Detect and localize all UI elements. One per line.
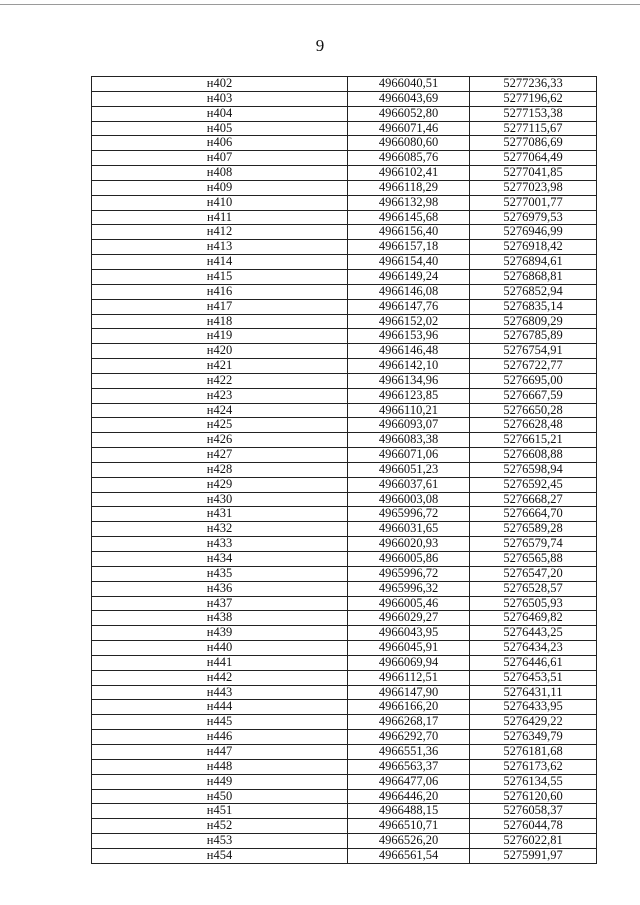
table-row [92,180,597,195]
table-row [92,507,597,522]
table-row [92,819,597,834]
y-coordinate-cell: 5276173,62 [470,759,597,774]
point-name-cell: н406 [92,136,348,151]
table-row [92,284,597,299]
table-row [92,91,597,106]
x-coordinate-cell: 4966043,95 [348,626,470,641]
table-row [92,106,597,121]
point-name-cell: н424 [92,403,348,418]
x-coordinate-cell: 4966005,46 [348,596,470,611]
x-coordinate-cell: 4966093,07 [348,418,470,433]
point-name-cell: н453 [92,834,348,849]
table-row [92,744,597,759]
y-coordinate-cell: 5276134,55 [470,774,597,789]
x-coordinate-cell: 4966147,90 [348,685,470,700]
table-row [92,255,597,270]
x-coordinate-cell: 4966085,76 [348,151,470,166]
y-coordinate-cell: 5276431,11 [470,685,597,700]
y-coordinate-cell: 5276120,60 [470,789,597,804]
point-name-cell: н412 [92,225,348,240]
point-name-cell: н429 [92,477,348,492]
point-name-cell: н433 [92,537,348,552]
point-name-cell: н446 [92,730,348,745]
point-name-cell: н404 [92,106,348,121]
y-coordinate-cell: 5276615,21 [470,433,597,448]
y-coordinate-cell: 5276443,25 [470,626,597,641]
y-coordinate-cell: 5276469,82 [470,611,597,626]
x-coordinate-cell: 4966040,51 [348,77,470,92]
x-coordinate-cell: 4966292,70 [348,730,470,745]
y-coordinate-cell: 5276628,48 [470,418,597,433]
y-coordinate-cell: 5276022,81 [470,834,597,849]
table-row [92,403,597,418]
y-coordinate-cell: 5276894,61 [470,255,597,270]
point-name-cell: н443 [92,685,348,700]
x-coordinate-cell: 4966446,20 [348,789,470,804]
table-row [92,611,597,626]
point-name-cell: н418 [92,314,348,329]
y-coordinate-cell: 5276868,81 [470,269,597,284]
coordinates-table-body [92,77,597,864]
x-coordinate-cell: 4966156,40 [348,225,470,240]
x-coordinate-cell: 4966146,08 [348,284,470,299]
point-name-cell: н445 [92,715,348,730]
y-coordinate-cell: 5275991,97 [470,848,597,863]
x-coordinate-cell: 4966037,61 [348,477,470,492]
x-coordinate-cell: 4966118,29 [348,180,470,195]
x-coordinate-cell: 4966043,69 [348,91,470,106]
point-name-cell: н416 [92,284,348,299]
point-name-cell: н448 [92,759,348,774]
x-coordinate-cell: 4965996,72 [348,507,470,522]
table-row [92,477,597,492]
x-coordinate-cell: 4966145,68 [348,210,470,225]
x-coordinate-cell: 4966071,46 [348,121,470,136]
x-coordinate-cell: 4966051,23 [348,462,470,477]
table-row [92,418,597,433]
x-coordinate-cell: 4966052,80 [348,106,470,121]
y-coordinate-cell: 5277064,49 [470,151,597,166]
x-coordinate-cell: 4966154,40 [348,255,470,270]
y-coordinate-cell: 5277115,67 [470,121,597,136]
table-row [92,77,597,92]
x-coordinate-cell: 4966003,08 [348,492,470,507]
table-row [92,269,597,284]
table-row [92,730,597,745]
point-name-cell: н408 [92,166,348,181]
table-row [92,299,597,314]
point-name-cell: н417 [92,299,348,314]
x-coordinate-cell: 4966488,15 [348,804,470,819]
x-coordinate-cell: 4966153,96 [348,329,470,344]
point-name-cell: н450 [92,789,348,804]
table-row [92,700,597,715]
y-coordinate-cell: 5276979,53 [470,210,597,225]
table-row [92,834,597,849]
x-coordinate-cell: 4966069,94 [348,655,470,670]
y-coordinate-cell: 5276433,95 [470,700,597,715]
point-name-cell: н403 [92,91,348,106]
x-coordinate-cell: 4966146,48 [348,344,470,359]
table-row [92,329,597,344]
y-coordinate-cell: 5276349,79 [470,730,597,745]
point-name-cell: н425 [92,418,348,433]
point-name-cell: н420 [92,344,348,359]
table-row [92,195,597,210]
x-coordinate-cell: 4966147,76 [348,299,470,314]
table-row [92,359,597,374]
x-coordinate-cell: 4966551,36 [348,744,470,759]
y-coordinate-cell: 5276579,74 [470,537,597,552]
point-name-cell: н435 [92,566,348,581]
table-row [92,596,597,611]
x-coordinate-cell: 4966031,65 [348,522,470,537]
x-coordinate-cell: 4966142,10 [348,359,470,374]
point-name-cell: н419 [92,329,348,344]
y-coordinate-cell: 5276589,28 [470,522,597,537]
table-row [92,626,597,641]
table-row [92,210,597,225]
table-row [92,522,597,537]
y-coordinate-cell: 5276429,22 [470,715,597,730]
x-coordinate-cell: 4966561,54 [348,848,470,863]
x-coordinate-cell: 4966477,06 [348,774,470,789]
point-name-cell: н407 [92,151,348,166]
y-coordinate-cell: 5276608,88 [470,448,597,463]
y-coordinate-cell: 5276918,42 [470,240,597,255]
point-name-cell: н422 [92,373,348,388]
x-coordinate-cell: 4966102,41 [348,166,470,181]
point-name-cell: н434 [92,552,348,567]
table-row [92,166,597,181]
x-coordinate-cell: 4966112,51 [348,670,470,685]
table-row [92,566,597,581]
point-name-cell: н430 [92,492,348,507]
y-coordinate-cell: 5277153,38 [470,106,597,121]
point-name-cell: н405 [92,121,348,136]
point-name-cell: н437 [92,596,348,611]
table-row [92,774,597,789]
point-name-cell: н428 [92,462,348,477]
point-name-cell: н409 [92,180,348,195]
table-row [92,641,597,656]
x-coordinate-cell: 4966166,20 [348,700,470,715]
point-name-cell: н440 [92,641,348,656]
point-name-cell: н439 [92,626,348,641]
point-name-cell: н451 [92,804,348,819]
top-border-line [0,4,640,5]
x-coordinate-cell: 4966149,24 [348,269,470,284]
table-row [92,462,597,477]
y-coordinate-cell: 5276667,59 [470,388,597,403]
point-name-cell: н402 [92,77,348,92]
point-name-cell: н452 [92,819,348,834]
x-coordinate-cell: 4966029,27 [348,611,470,626]
y-coordinate-cell: 5276695,00 [470,373,597,388]
x-coordinate-cell: 4966071,06 [348,448,470,463]
x-coordinate-cell: 4966123,85 [348,388,470,403]
table-row [92,655,597,670]
y-coordinate-cell: 5277023,98 [470,180,597,195]
coordinates-table [91,76,597,864]
point-name-cell: н415 [92,269,348,284]
table-row [92,804,597,819]
table-row [92,581,597,596]
x-coordinate-cell: 4965996,32 [348,581,470,596]
x-coordinate-cell: 4965996,72 [348,566,470,581]
point-name-cell: н449 [92,774,348,789]
table-row [92,225,597,240]
table-row [92,685,597,700]
point-name-cell: н432 [92,522,348,537]
table-row [92,388,597,403]
y-coordinate-cell: 5276181,68 [470,744,597,759]
point-name-cell: н447 [92,744,348,759]
x-coordinate-cell: 4966083,38 [348,433,470,448]
point-name-cell: н441 [92,655,348,670]
y-coordinate-cell: 5276852,94 [470,284,597,299]
point-name-cell: н413 [92,240,348,255]
x-coordinate-cell: 4966045,91 [348,641,470,656]
y-coordinate-cell: 5276664,70 [470,507,597,522]
table-row [92,136,597,151]
y-coordinate-cell: 5276809,29 [470,314,597,329]
table-row [92,670,597,685]
table-row [92,789,597,804]
point-name-cell: н436 [92,581,348,596]
table-row [92,314,597,329]
point-name-cell: н431 [92,507,348,522]
x-coordinate-cell: 4966005,86 [348,552,470,567]
x-coordinate-cell: 4966020,93 [348,537,470,552]
point-name-cell: н426 [92,433,348,448]
point-name-cell: н411 [92,210,348,225]
y-coordinate-cell: 5276835,14 [470,299,597,314]
table-row [92,848,597,863]
point-name-cell: н454 [92,848,348,863]
x-coordinate-cell: 4966268,17 [348,715,470,730]
table-row [92,537,597,552]
table-row [92,448,597,463]
x-coordinate-cell: 4966510,71 [348,819,470,834]
table-row [92,121,597,136]
point-name-cell: н421 [92,359,348,374]
x-coordinate-cell: 4966526,20 [348,834,470,849]
y-coordinate-cell: 5276565,88 [470,552,597,567]
y-coordinate-cell: 5276505,93 [470,596,597,611]
y-coordinate-cell: 5276722,77 [470,359,597,374]
y-coordinate-cell: 5276453,51 [470,670,597,685]
x-coordinate-cell: 4966152,02 [348,314,470,329]
point-name-cell: н427 [92,448,348,463]
table-row [92,759,597,774]
y-coordinate-cell: 5276946,99 [470,225,597,240]
table-row [92,151,597,166]
point-name-cell: н438 [92,611,348,626]
y-coordinate-cell: 5276044,78 [470,819,597,834]
y-coordinate-cell: 5277196,62 [470,91,597,106]
table-row [92,433,597,448]
y-coordinate-cell: 5276058,37 [470,804,597,819]
table-row [92,492,597,507]
y-coordinate-cell: 5276434,23 [470,641,597,656]
y-coordinate-cell: 5276650,28 [470,403,597,418]
x-coordinate-cell: 4966134,96 [348,373,470,388]
y-coordinate-cell: 5277236,33 [470,77,597,92]
table-row [92,240,597,255]
point-name-cell: н410 [92,195,348,210]
x-coordinate-cell: 4966563,37 [348,759,470,774]
y-coordinate-cell: 5277041,85 [470,166,597,181]
x-coordinate-cell: 4966110,21 [348,403,470,418]
y-coordinate-cell: 5276446,61 [470,655,597,670]
table-row [92,715,597,730]
y-coordinate-cell: 5276668,27 [470,492,597,507]
table-row [92,373,597,388]
x-coordinate-cell: 4966157,18 [348,240,470,255]
table-row [92,552,597,567]
point-name-cell: н442 [92,670,348,685]
y-coordinate-cell: 5276754,91 [470,344,597,359]
point-name-cell: н444 [92,700,348,715]
y-coordinate-cell: 5276598,94 [470,462,597,477]
table-row [92,344,597,359]
y-coordinate-cell: 5277001,77 [470,195,597,210]
y-coordinate-cell: 5276547,20 [470,566,597,581]
x-coordinate-cell: 4966080,60 [348,136,470,151]
point-name-cell: н414 [92,255,348,270]
y-coordinate-cell: 5276592,45 [470,477,597,492]
page-number: 9 [315,36,325,55]
point-name-cell: н423 [92,388,348,403]
y-coordinate-cell: 5276785,89 [470,329,597,344]
y-coordinate-cell: 5277086,69 [470,136,597,151]
x-coordinate-cell: 4966132,98 [348,195,470,210]
y-coordinate-cell: 5276528,57 [470,581,597,596]
